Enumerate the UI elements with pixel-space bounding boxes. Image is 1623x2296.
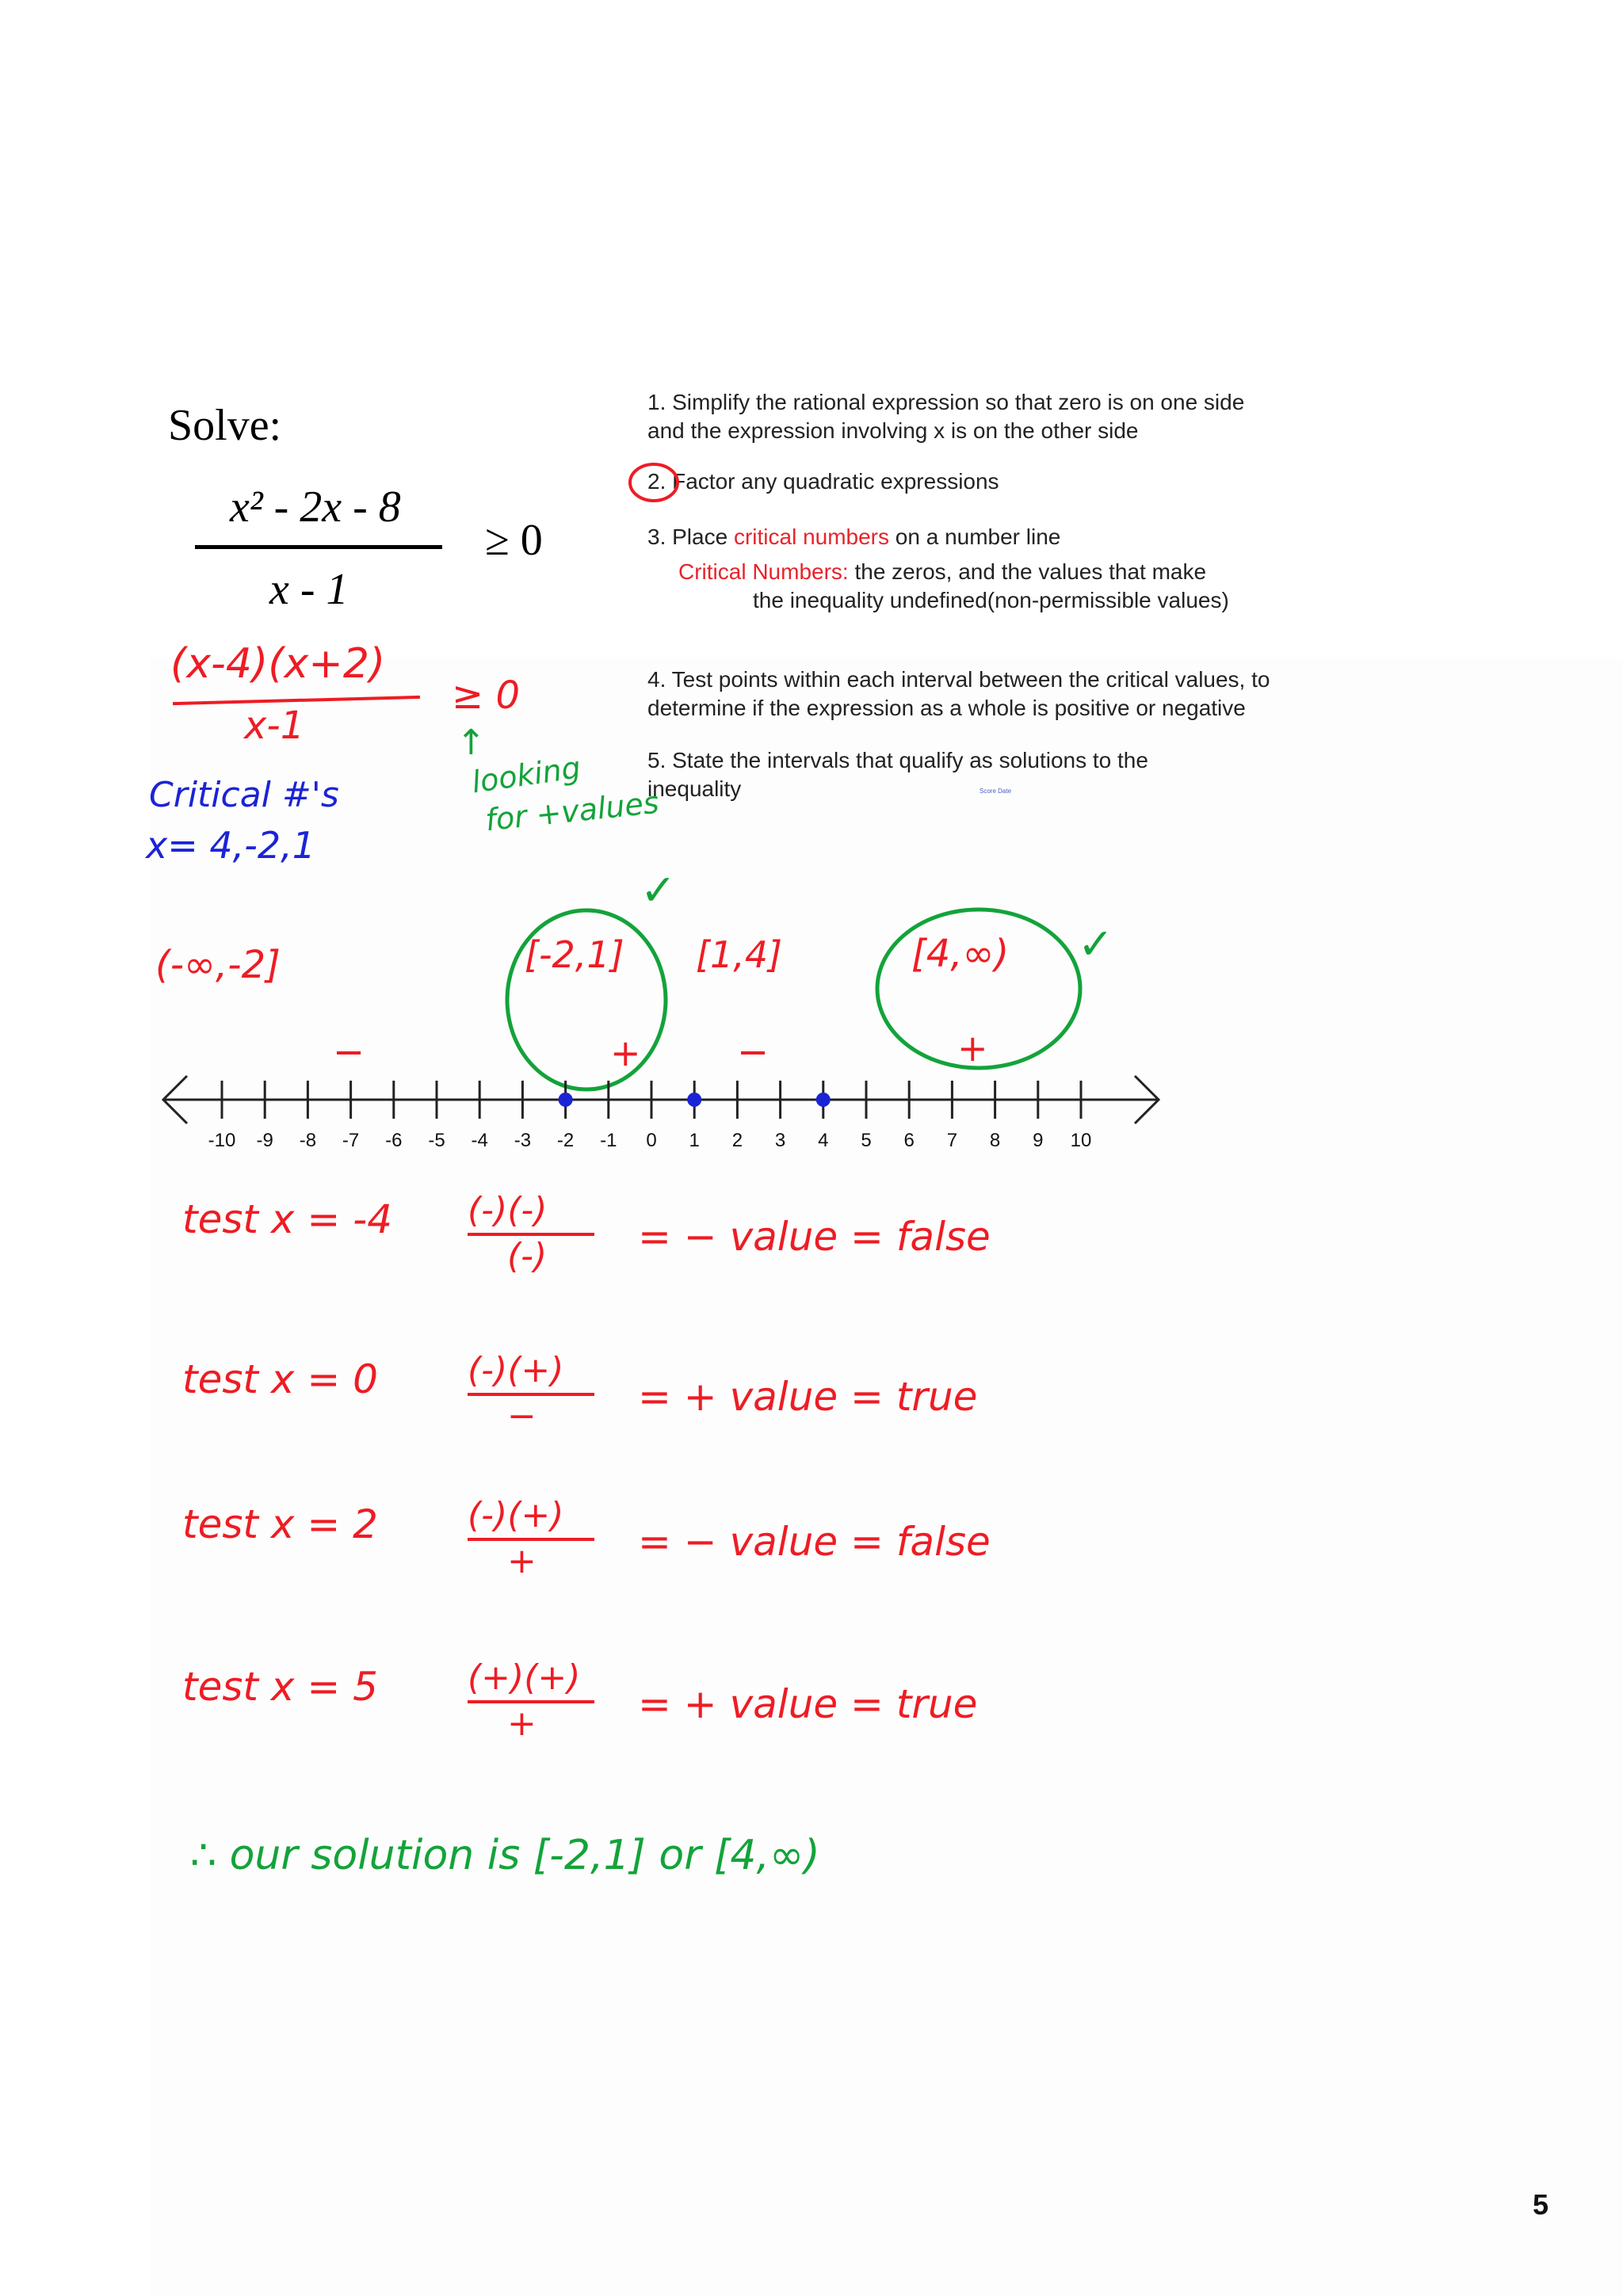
check-mark-icon-2: ✓ [1078,919,1114,969]
test-numerator: (-)(+) [468,1350,564,1390]
test-label: test x = 0 [182,1356,378,1402]
number-line [158,1066,1165,1133]
page-number: 5 [1533,2188,1549,2221]
critical-point-marker [687,1093,701,1107]
tick-label: -9 [256,1130,273,1151]
test-label: test x = 5 [182,1664,378,1710]
test-label: test x = -4 [182,1196,393,1242]
interval-2: [-2,1] [525,933,624,976]
critical-point-marker [816,1093,831,1107]
interval-3: [1,4] [696,933,783,976]
tiny-note: Score Date [980,788,1012,795]
looking-note-line1: looking [469,749,583,800]
tick-label: -8 [299,1130,317,1151]
interval-4: [4,∞) [911,932,1010,976]
test-numerator: (-)(+) [468,1495,564,1535]
test-result: = − value = false [638,1214,991,1260]
step-1: 1. Simplify the rational expression so that zero is on one side and the expression involving x is on the other side [647,390,1245,443]
test-denominator: + [507,1703,537,1744]
test-label: test x = 2 [182,1501,378,1547]
tick-label: -1 [600,1130,617,1151]
sign-interval-3: − [737,1030,769,1074]
tick-label: 3 [774,1130,786,1151]
problem-denominator: x - 1 [269,565,349,614]
tick-label: 9 [1033,1130,1044,1151]
critical-values: x= 4,-2,1 [146,824,316,867]
test-denominator: (-) [507,1236,548,1276]
tick-label: -10 [208,1130,236,1151]
looking-note-line2: for +values [483,784,661,838]
tick-label: -2 [556,1130,575,1151]
step-3: 3. Place critical numbers on a number line [647,524,1061,549]
critical-label: Critical #'s [149,775,339,815]
check-mark-icon-1: ✓ [640,865,677,915]
sign-interval-1: − [333,1030,365,1074]
tick-label: 2 [731,1130,743,1151]
test-result: = − value = false [638,1519,991,1565]
tick-label: 10 [1070,1130,1092,1151]
sign-interval-2: + [610,1032,641,1074]
interval-1: (-∞,-2] [155,943,281,987]
fraction-bar [195,545,442,549]
problem-numerator: x² - 2x - 8 [230,482,401,532]
critical-definition: Critical Numbers: the zeros, and the values that make the inequality undefined(non-permissible values) [678,559,1229,612]
tick-label: 7 [946,1130,958,1151]
sign-interval-4: + [957,1027,988,1070]
tick-label: -7 [342,1130,360,1151]
problem-relation: ≥ 0 [485,516,543,565]
factored-numerator: (x-4)(x+2) [170,640,386,688]
step-4: 4. Test points within each interval between the critical values, to determine if the expression as a whole is positive or negative [647,667,1270,720]
test-denominator: + [507,1541,537,1581]
factored-denominator: x-1 [244,704,305,748]
step-5: 5. State the intervals that qualify as solutions to the inequality [647,748,1148,801]
test-denominator: − [507,1396,537,1436]
test-numerator: (-)(-) [468,1190,548,1230]
tick-label: -5 [428,1130,445,1151]
tick-label: 4 [818,1130,829,1151]
arrow-up-icon: ↑ [456,723,486,763]
tick-label: 0 [646,1130,657,1151]
test-result: = + value = true [638,1374,978,1420]
test-numerator: (+)(+) [468,1657,581,1698]
tick-label: -3 [514,1130,532,1151]
tick-label: 1 [689,1130,700,1151]
step-2: 2. Factor any quadratic expressions [647,469,999,494]
critical-point-marker [559,1093,573,1107]
conclusion: ∴ our solution is [-2,1] or [4,∞) [190,1832,820,1879]
test-result: = + value = true [638,1681,978,1727]
tick-label: -6 [385,1130,403,1151]
tick-label: 6 [903,1130,915,1151]
tick-label: 5 [861,1130,872,1151]
factored-relation: ≥ 0 [452,673,521,718]
solve-label: Solve: [168,401,282,450]
tick-label: 8 [989,1130,1001,1151]
tick-label: -4 [471,1130,488,1151]
step-2-circle-mark [626,460,682,505]
